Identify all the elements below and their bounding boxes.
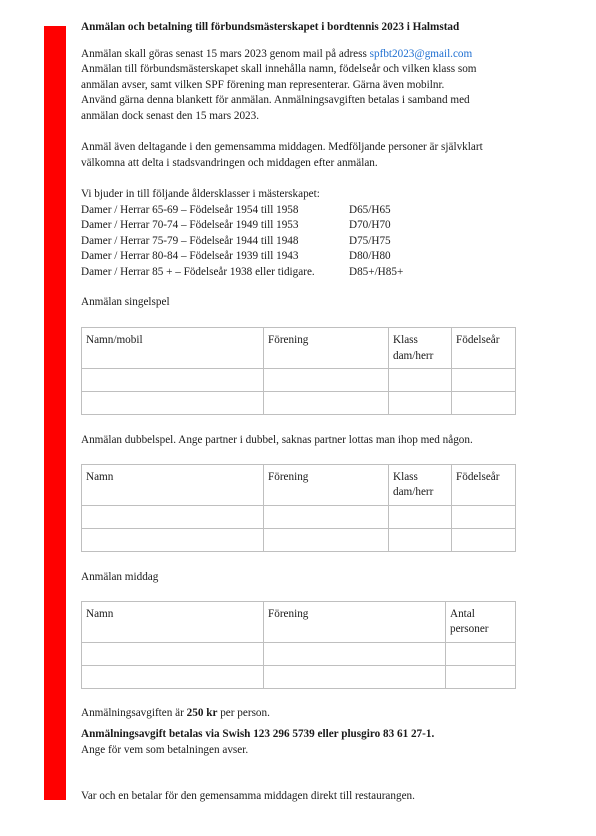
col-header: Förening [264, 464, 389, 505]
input-cell[interactable] [82, 369, 264, 392]
input-cell[interactable] [452, 529, 516, 552]
fee-line: Anmälningsavgiften är 250 kr per person. [81, 706, 270, 719]
class-code: D65/H65 [349, 203, 391, 216]
input-cell[interactable] [389, 529, 452, 552]
dinner-invite-line-2: välkomna att delta i stadsvandringen och middagen efter anmälan. [81, 156, 378, 169]
class-code: D75/H75 [349, 234, 391, 247]
intro-line-1 [81, 47, 521, 63]
input-cell[interactable] [452, 506, 516, 529]
input-cell[interactable] [264, 529, 389, 552]
age-class-row: Damer / Herrar 85 + – Födelseår 1938 eller tidigare. D85+/H85+ [81, 265, 521, 281]
intro-text: Anmälan skall göras senast 15 mars 2023 genom mail på adress [81, 47, 370, 60]
col-header: Namn [82, 601, 264, 642]
input-cell[interactable] [82, 506, 264, 529]
input-cell[interactable] [264, 392, 389, 415]
document-title: Anmälan och betalning till förbundsmästerskapet i bordtennis 2023 i Halmstad [81, 21, 460, 33]
age-class-row: Damer / Herrar 65-69 – Födelseår 1954 till 1958 D65/H65 [81, 203, 521, 219]
input-cell[interactable] [264, 642, 446, 665]
col-header: Födelseår [452, 464, 516, 505]
intro-line-4: Använd gärna denna blankett för anmälan. Anmälningsavgiften betalas i samband med [81, 94, 470, 107]
input-cell[interactable] [82, 529, 264, 552]
dinner-label: Anmälan middag [81, 571, 159, 584]
singles-label: Anmälan singelspel [81, 295, 170, 308]
table-row [82, 392, 516, 415]
payment-info: Anmälningsavgift betalas via Swish 123 296 5739 eller plusgiro 83 61 27-1. [81, 728, 435, 741]
intro-line-5: anmälan dock senast den 15 mars 2023. [81, 109, 260, 122]
table-row [82, 529, 516, 552]
classes-intro: Vi bjuder in till följande åldersklasser i mästerskapet: [81, 187, 320, 200]
doubles-table [81, 464, 516, 552]
col-header: Förening [264, 601, 446, 642]
fee-amount: 250 kr [186, 706, 218, 719]
doubles-label: Anmälan dubbelspel. Ange partner i dubbel, saknas partner lottas man ihop med någon. [81, 434, 473, 447]
input-cell[interactable] [389, 392, 452, 415]
intro-line-2: Anmälan till förbundsmästerskapet skall innehålla namn, födelseår och vilken klass som [81, 63, 477, 76]
intro-line-3: anmälan avser, samt vilken SPF förening man representerar. Gärna även mobilnr. [81, 78, 445, 91]
input-cell[interactable] [452, 392, 516, 415]
col-header: Antal personer [446, 601, 516, 642]
input-cell[interactable] [389, 369, 452, 392]
table-header-row [82, 328, 516, 369]
input-cell[interactable] [446, 642, 516, 665]
table-row [82, 665, 516, 688]
class-code: D70/H70 [349, 219, 391, 232]
col-header: Namn [82, 464, 264, 505]
col-header: Klass dam/herr [389, 328, 452, 369]
col-header: Födelseår [452, 328, 516, 369]
input-cell[interactable] [82, 665, 264, 688]
dinner-invite-line-1: Anmäl även deltagande i den gemensamma middagen. Medföljande personer är självklart [81, 141, 483, 154]
input-cell[interactable] [264, 506, 389, 529]
table-header-row [82, 601, 516, 642]
table-row [82, 369, 516, 392]
input-cell[interactable] [389, 506, 452, 529]
age-class-row: Damer / Herrar 80-84 – Födelseår 1939 till 1943 D80/H80 [81, 249, 521, 265]
age-class-row: Damer / Herrar 70-74 – Födelseår 1949 till 1953 D70/H70 [81, 218, 521, 234]
age-class-row: Damer / Herrar 75-79 – Födelseår 1944 till 1948 D75/H75 [81, 234, 521, 250]
table-row [82, 506, 516, 529]
singles-table [81, 327, 516, 415]
input-cell[interactable] [82, 392, 264, 415]
col-header: Namn/mobil [82, 328, 264, 369]
col-header: Förening [264, 328, 389, 369]
email-link[interactable]: spfbt2023@gmail.com [369, 47, 473, 60]
table-header-row [82, 464, 516, 505]
red-margin-bar [44, 26, 66, 800]
footer-note: Var och en betalar för den gemensamma middagen direkt till restaurangen. [81, 789, 415, 802]
input-cell[interactable] [82, 642, 264, 665]
input-cell[interactable] [446, 665, 516, 688]
document-body [81, 20, 521, 804]
class-code: D80/H80 [349, 250, 391, 263]
input-cell[interactable] [452, 369, 516, 392]
col-header: Klass dam/herr [389, 464, 452, 505]
class-code: D85+/H85+ [349, 265, 404, 278]
table-row [82, 642, 516, 665]
input-cell[interactable] [264, 665, 446, 688]
dinner-table [81, 601, 516, 689]
input-cell[interactable] [264, 369, 389, 392]
payment-note: Ange för vem som betalningen avser. [81, 744, 249, 757]
age-class-list [81, 203, 521, 281]
